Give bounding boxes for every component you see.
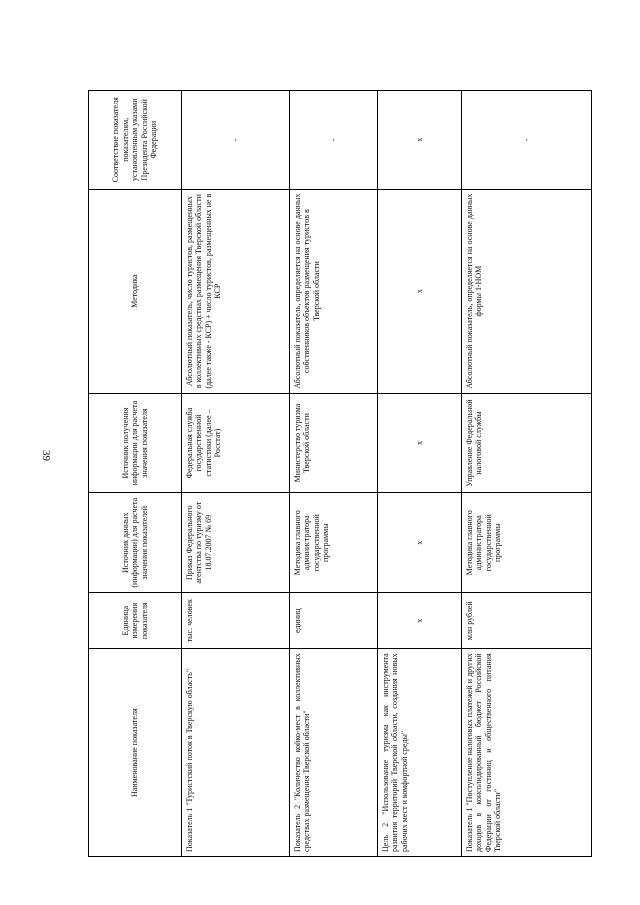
header-correspondence: Соответствие показателя показателям, установленным указами Президента Российской Федерации <box>89 91 182 190</box>
page-number-wrap <box>36 450 56 480</box>
row-method: Абсолютный показатель, определяется на основе данных собственников объектов размещения туристов в Тверской области <box>290 189 378 393</box>
row-method: Абсолютный показатель, определяется на основе данных формы 1-НОМ <box>462 189 592 393</box>
row-unit: единиц <box>290 593 378 649</box>
row-correspondence: - <box>290 91 378 190</box>
table-header-row <box>89 91 182 857</box>
row-data-source: х <box>378 493 462 593</box>
row-method: Абсолютный показатель, число туристов, размещенных в коллективных средствах размещения Тверской области (далее также - КСР) + число туристов, размещенных не в КСР <box>182 189 290 393</box>
header-info-source: Источник получения информации для расчета значения показателя <box>89 393 182 493</box>
row-name: Показатель 1 "Поступление налоговых платежей и других доходов в консолидированный бюджет Российской Федерации от гостиниц и общественного питания Тверской области" <box>462 649 592 857</box>
page-number: 39 <box>40 450 52 461</box>
row-info-source: Федеральная служба государственной статистики (далее – Росстат) <box>182 393 290 493</box>
row-correspondence: х <box>378 91 462 190</box>
row-correspondence: - <box>182 91 290 190</box>
row-unit: млн рублей <box>462 593 592 649</box>
row-data-source: Методика главного администратора государственной программы <box>290 493 378 593</box>
header-name: Наименование показателя <box>89 649 182 857</box>
row-data-source: Приказ Федерального агентства по туризму от 18.07.2007 № 69 <box>182 493 290 593</box>
row-info-source: Министерство туризма Тверской области <box>290 393 378 493</box>
header-data-source: Источник данных (информации) для расчета значения показателей <box>89 493 182 593</box>
row-data-source: Методика главного администратора государственной программы <box>462 493 592 593</box>
row-correspondence: - <box>462 91 592 190</box>
table-row <box>182 91 290 857</box>
row-name: Показатель 2 "Количество койко-мест в коллективных средствах размещения Тверской области" <box>290 649 378 857</box>
table-row <box>290 91 378 857</box>
row-method: х <box>378 189 462 393</box>
row-unit: х <box>378 593 462 649</box>
row-info-source: х <box>378 393 462 493</box>
row-unit: тыс. человек <box>182 593 290 649</box>
table-row <box>378 91 462 857</box>
row-name: Цель 2 "Использование туризма как инструмента развития территорий Тверской области, создания новых рабочих мест и комфортной среды" <box>378 649 462 857</box>
header-unit: Единица измерения показателя <box>89 593 182 649</box>
header-method: Методика <box>89 189 182 393</box>
indicators-table <box>88 90 592 857</box>
table-container <box>88 90 585 857</box>
row-info-source: Управление Федеральной налоговой службы <box>462 393 592 493</box>
row-name: Показатель 1 "Туристский поток в Тверскую область" <box>182 649 290 857</box>
table-row <box>462 91 592 857</box>
